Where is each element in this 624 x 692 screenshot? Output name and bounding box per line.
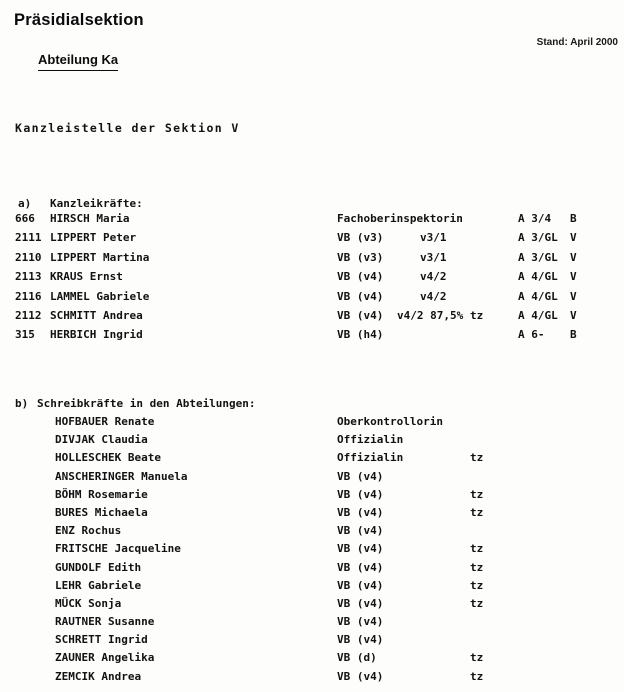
table-row — [0, 561, 624, 579]
staff-name: BÖHM Rosemarie — [55, 487, 148, 501]
section-b-label: b) — [15, 397, 29, 410]
staff-position: VB (v4) — [337, 487, 384, 501]
staff-name: BURES Michaela — [55, 505, 148, 519]
staff-name: FRITSCHE Jacqueline — [55, 542, 181, 556]
staff-name: LAMMEL Gabriele — [50, 289, 150, 303]
staff-position: VB (d) — [337, 651, 377, 665]
table-row — [0, 451, 624, 469]
staff-position: Oberkontrollorin — [337, 415, 443, 428]
staff-parttime: tz — [470, 451, 484, 465]
staff-name: ANSCHERINGER Manuela — [55, 469, 188, 483]
staff-paygrade: A 4/GL — [518, 270, 558, 284]
staff-position: VB (v4) — [337, 505, 384, 519]
staff-name: MÜCK Sonja — [55, 596, 122, 610]
office-heading: Kanzleistelle der Sektion V — [15, 121, 240, 135]
department-heading: Abteilung Ka — [38, 52, 118, 71]
table-row — [0, 488, 624, 506]
table-row — [0, 433, 624, 451]
staff-name: KRAUS Ernst — [50, 270, 123, 284]
staff-position: VB (v4) — [337, 308, 384, 322]
section-a-label: a) — [18, 197, 32, 210]
staff-position: Offizialin — [337, 433, 404, 447]
staff-grade: v3/1 — [420, 250, 447, 264]
staff-paygrade: A 4/GL — [518, 289, 558, 303]
staff-position: VB (v3) — [337, 231, 384, 245]
staff-name: LIPPERT Martina — [50, 250, 150, 264]
staff-parttime: tz — [470, 542, 484, 556]
staff-id: 2116 — [15, 289, 42, 303]
staff-paygrade: A 3/GL — [518, 250, 558, 264]
table-row — [0, 309, 624, 328]
staff-id: 2113 — [15, 270, 42, 284]
staff-code: V — [570, 308, 577, 322]
staff-code: V — [570, 231, 577, 245]
staff-name: SCHRETT Ingrid — [55, 633, 148, 647]
table-row — [0, 615, 624, 633]
staff-name: ENZ Rochus — [55, 524, 122, 538]
staff-id: 2111 — [15, 231, 42, 245]
staff-parttime: tz — [470, 596, 484, 610]
table-row — [0, 231, 624, 250]
staff-id: 666 — [15, 212, 35, 225]
staff-position: VB (v4) — [337, 578, 384, 592]
table-row — [0, 415, 624, 433]
staff-paygrade: A 6- — [518, 328, 545, 342]
page-title: Präsidialsektion — [14, 11, 144, 29]
staff-name: LEHR Gabriele — [55, 578, 142, 592]
staff-name: ZAUNER Angelika — [55, 651, 155, 665]
staff-grade: v4/2 — [420, 270, 447, 284]
staff-code: B — [570, 212, 577, 225]
staff-position: VB (v4) — [337, 560, 384, 574]
staff-parttime: tz — [470, 487, 484, 501]
staff-position: VB (v4) — [337, 524, 384, 538]
staff-code: B — [570, 328, 577, 342]
staff-parttime: tz — [470, 308, 484, 322]
staff-paygrade: A 3/GL — [518, 231, 558, 245]
staff-name: RAUTNER Susanne — [55, 615, 155, 629]
stand-date: Stand: April 2000 — [536, 37, 618, 48]
table-row — [0, 270, 624, 289]
section-a-title: Kanzleikräfte: — [50, 197, 143, 210]
staff-parttime: tz — [470, 560, 484, 574]
table-row — [0, 651, 624, 669]
table-row — [0, 670, 624, 688]
table-row — [0, 290, 624, 309]
staff-parttime: tz — [470, 505, 484, 519]
kanzleikraefte-table — [0, 212, 624, 348]
staff-name: SCHMITT Andrea — [50, 308, 143, 322]
staff-code: V — [570, 270, 577, 284]
staff-position: VB (v4) — [337, 469, 384, 483]
staff-parttime: tz — [470, 669, 484, 683]
table-row — [0, 524, 624, 542]
staff-position: Fachoberinspektorin — [337, 212, 463, 225]
staff-parttime: tz — [470, 651, 484, 665]
table-row — [0, 470, 624, 488]
staff-position: VB (v4) — [337, 669, 384, 683]
staff-position: VB (v4) — [337, 596, 384, 610]
table-row — [0, 597, 624, 615]
staff-position: VB (v4) — [337, 289, 384, 303]
staff-code: V — [570, 289, 577, 303]
staff-name: HOFBAUER Renate — [55, 415, 155, 428]
staff-name: ZEMCIK Andrea — [55, 669, 142, 683]
staff-name: GUNDOLF Edith — [55, 560, 142, 574]
staff-grade: v3/1 — [420, 231, 447, 245]
staff-parttime: tz — [470, 578, 484, 592]
staff-name: HERBICH Ingrid — [50, 328, 143, 342]
staff-position: VB (v4) — [337, 615, 384, 629]
staff-position: VB (v3) — [337, 250, 384, 264]
table-row — [0, 328, 624, 347]
staff-position: VB (v4) — [337, 633, 384, 647]
staff-grade: v4/2 87,5% — [397, 308, 464, 322]
staff-id: 2110 — [15, 250, 42, 264]
table-row — [0, 251, 624, 270]
staff-code: V — [570, 250, 577, 264]
table-row — [0, 633, 624, 651]
staff-name: DIVJAK Claudia — [55, 433, 148, 447]
table-row — [0, 212, 624, 231]
staff-name: HIRSCH Maria — [50, 212, 130, 225]
staff-id: 315 — [15, 328, 35, 342]
staff-position: VB (h4) — [337, 328, 384, 342]
staff-paygrade: A 4/GL — [518, 308, 558, 322]
table-row — [0, 506, 624, 524]
staff-grade: v4/2 — [420, 289, 447, 303]
section-b-title: Schreibkräfte in den Abteilungen: — [37, 397, 256, 410]
table-row — [0, 579, 624, 597]
schreibkraefte-table — [0, 415, 624, 688]
staff-position: Offizialin — [337, 451, 404, 465]
staff-name: LIPPERT Peter — [50, 231, 137, 245]
staff-position: VB (v4) — [337, 270, 384, 284]
table-row — [0, 542, 624, 560]
staff-position: VB (v4) — [337, 542, 384, 556]
staff-paygrade: A 3/4 — [518, 212, 552, 225]
staff-id: 2112 — [15, 308, 42, 322]
staff-name: HOLLESCHEK Beate — [55, 451, 161, 465]
